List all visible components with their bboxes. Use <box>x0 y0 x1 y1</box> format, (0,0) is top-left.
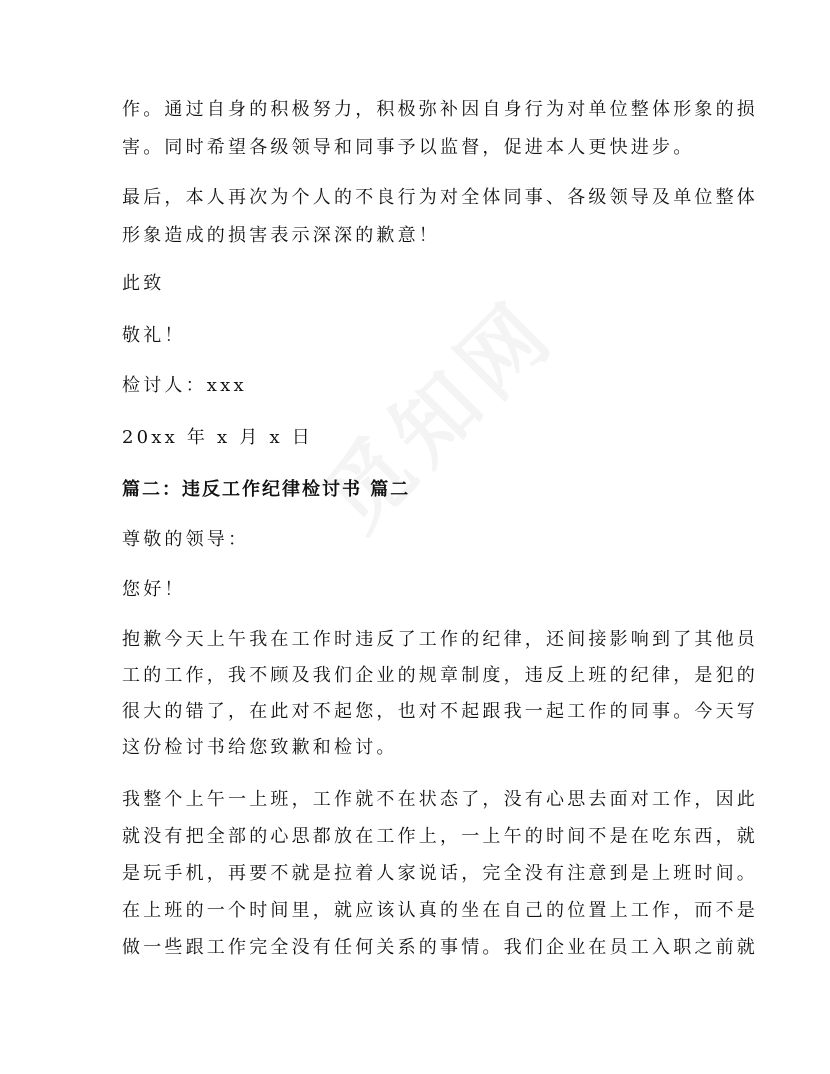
closing-salutation: 此致 <box>122 273 165 294</box>
paragraph-line: 害。同时希望各级领导和同事予以监督，促进本人更快进步。 <box>122 137 695 158</box>
signature-line: 检讨人：xxx <box>122 375 247 396</box>
paragraph-line: 就没有把全部的心思都放在工作上，一上午的时间不是在吃东西，就 <box>122 826 758 847</box>
section-heading: 篇二：违反工作纪律检讨书 篇二 <box>122 479 411 500</box>
paragraph-line: 我整个上午一上班，工作就不在状态了，没有心思去面对工作，因此 <box>122 789 758 810</box>
paragraph-line: 很大的错了，在此对不起您，也对不起跟我一起工作的同事。今天写 <box>122 701 758 722</box>
paragraph-line: 是玩手机，再要不就是拉着人家说话，完全没有注意到是上班时间。 <box>122 863 758 884</box>
greeting-recipient: 尊敬的领导： <box>122 529 250 550</box>
watermark-logo <box>295 270 585 560</box>
paragraph-line: 在上班的一个时间里，就应该认真的坐在自己的位置上工作，而不是 <box>122 900 758 921</box>
greeting-hello: 您好！ <box>122 579 186 600</box>
paragraph-line: 这份检讨书给您致歉和检讨。 <box>122 737 398 758</box>
paragraph-line: 抱歉今天上午我在工作时违反了工作的纪律，还间接影响到了其他员 <box>122 629 758 650</box>
paragraph-line: 工的工作，我不顾及我们企业的规章制度，违反上班的纪律，是犯的 <box>122 665 758 686</box>
paragraph-line: 作。通过自身的积极努力，积极弥补因自身行为对单位整体形象的损 <box>122 99 758 120</box>
paragraph-line: 最后，本人再次为个人的不良行为对全体同事、各级领导及单位整体 <box>122 187 758 208</box>
paragraph-line: 形象造成的损害表示深深的歉意！ <box>122 225 440 246</box>
closing-respect: 敬礼！ <box>122 325 186 346</box>
date-line: 20xx 年 x 月 x 日 <box>122 427 313 448</box>
paragraph-line: 做一些跟工作完全没有任何关系的事情。我们企业在员工入职之前就 <box>122 937 758 958</box>
